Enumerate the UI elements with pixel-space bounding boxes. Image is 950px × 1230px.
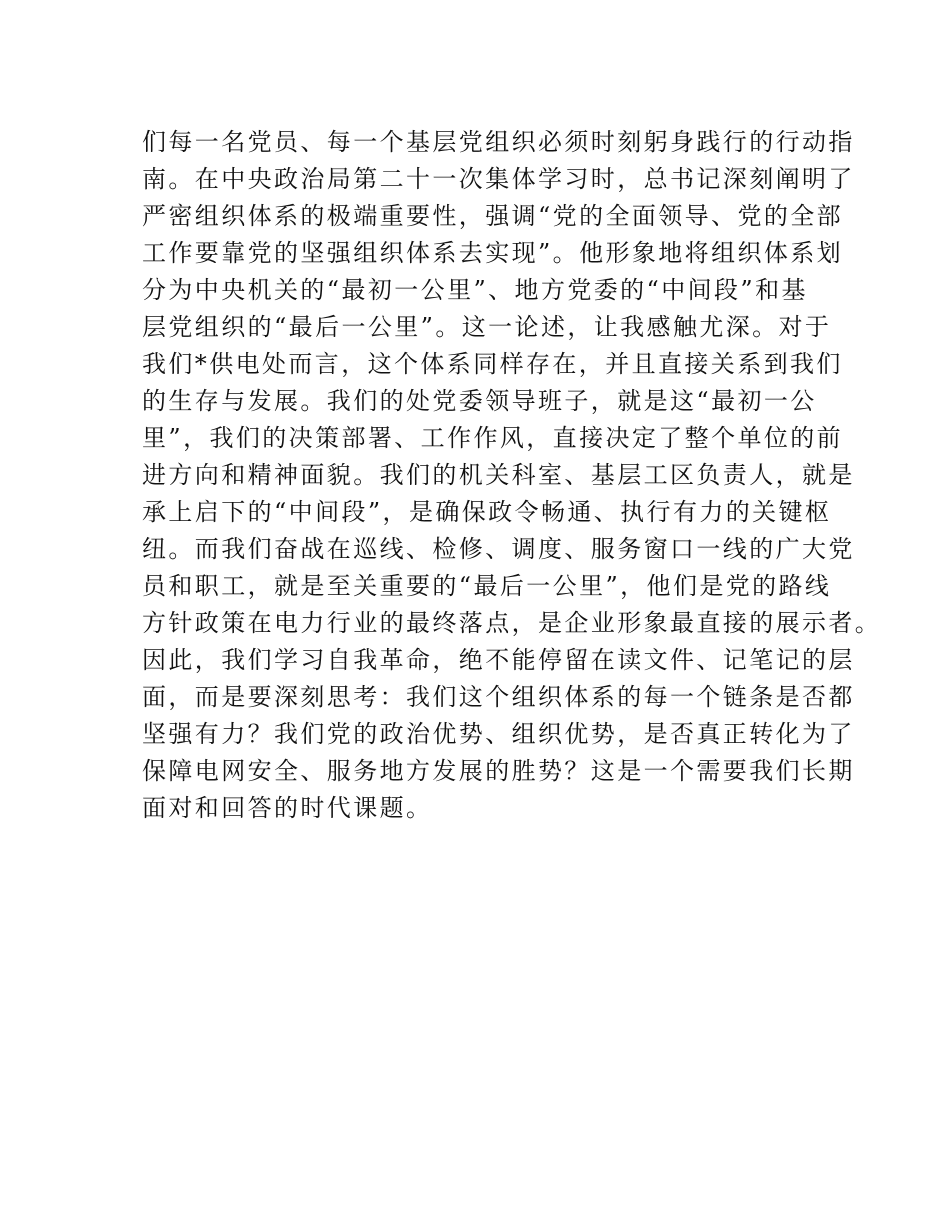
text-line: 面，而是要深刻思考：我们这个组织体系的每一个链条是否都 [142,683,855,711]
text-line: 坚强有力？我们党的政治优势、组织优势，是否真正转化为了 [142,720,855,748]
text-line: 们每一名党员、每一个基层党组织必须时刻躬身践行的行动指 [142,128,855,156]
text-line: 面对和回答的时代课题。 [142,794,433,822]
text-line: 进方向和精神面貌。我们的机关科室、基层工区负责人，就是 [142,461,855,489]
body-paragraph [142,124,882,827]
text-line: 因此，我们学习自我革命，绝不能停留在读文件、记笔记的层 [142,646,855,674]
text-line: 工作要靠党的坚强组织体系去实现”。他形象地将组织体系划 [142,239,844,267]
text-line: 层党组织的“最后一公里”。这一论述，让我感触尤深。对于 [142,313,832,341]
text-line: 员和职工，就是至关重要的“最后一公里”，他们是党的路线 [142,572,832,600]
text-line: 我们*供电处而言，这个体系同样存在，并且直接关系到我们 [142,350,843,378]
text-line: 承上启下的“中间段”，是确保政令畅通、执行有力的关键枢 [142,498,832,526]
text-line: 里”，我们的决策部署、工作作风，直接决定了整个单位的前 [142,424,844,452]
text-line: 方针政策在电力行业的最终落点，是企业形象最直接的展示者。 [142,609,882,637]
text-line: 保障电网安全、服务地方发展的胜势？这是一个需要我们长期 [142,757,855,785]
text-line: 南。在中央政治局第二十一次集体学习时，总书记深刻阐明了 [142,165,855,193]
text-line: 的生存与发展。我们的处党委领导班子，就是这“最初一公 [142,387,817,415]
text-line: 严密组织体系的极端重要性，强调“党的全面领导、党的全部 [142,202,844,230]
text-line: 分为中央机关的“最初一公里”、地方党委的“中间段”和基 [142,276,808,304]
text-line: 纽。而我们奋战在巡线、检修、调度、服务窗口一线的广大党 [142,535,855,563]
